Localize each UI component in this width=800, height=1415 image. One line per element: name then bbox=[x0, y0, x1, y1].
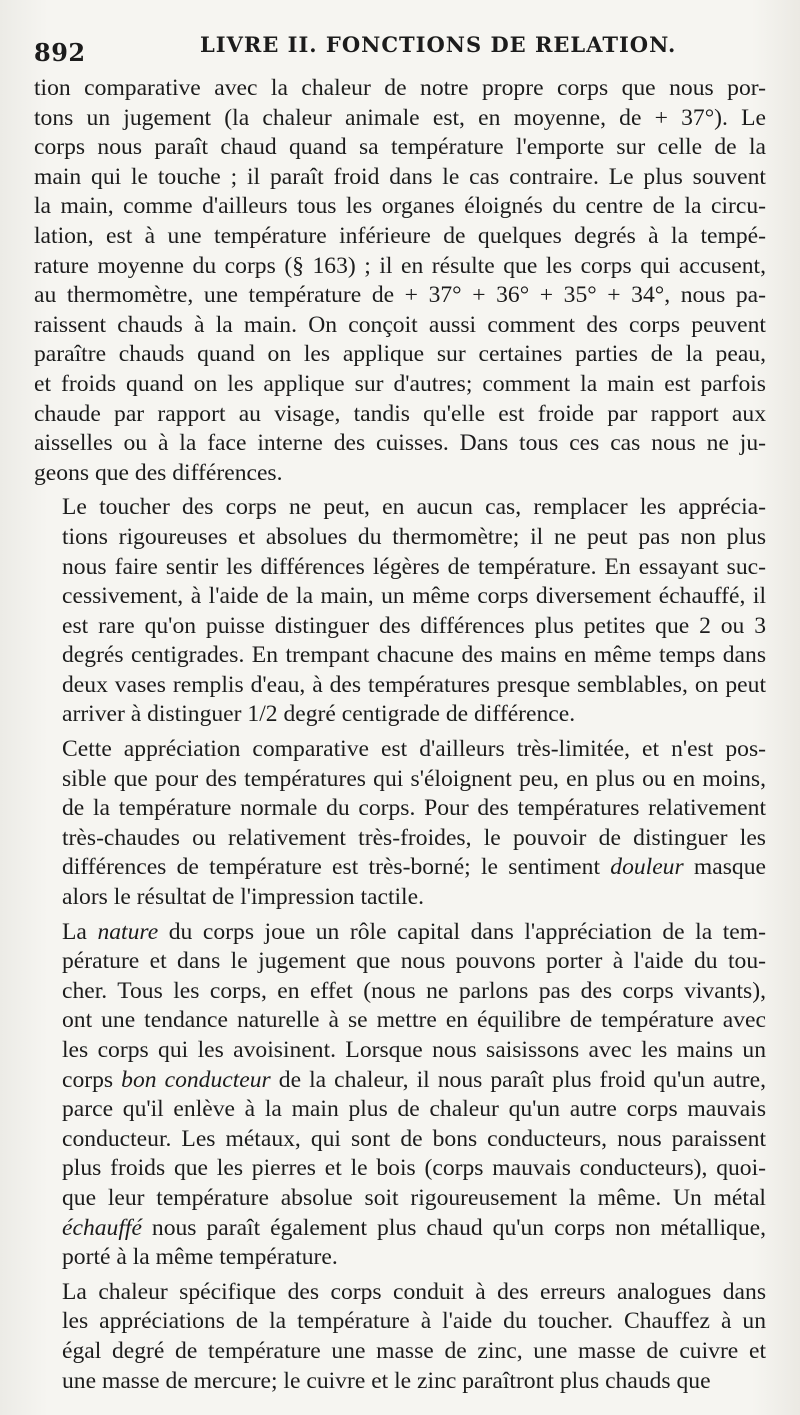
text-line: La chaleur spécifique des corps conduit à des erreurs analogues dans bbox=[62, 1278, 766, 1305]
text-line: différences de température est très-borné; le sentiment douleur masque bbox=[62, 854, 766, 881]
text-line: degrés centigrades. En trempant chacune des mains en même temps dans bbox=[62, 642, 766, 669]
text-line: cher. Tous les corps, en effet (nous ne parlons pas des corps vivants), bbox=[62, 977, 766, 1004]
text-line: que leur température absolue soit rigoureusement la même. Un métal bbox=[62, 1184, 766, 1211]
page-header bbox=[34, 30, 766, 67]
text-line: de la température normale du corps. Pour des températures relativement bbox=[62, 795, 766, 822]
text-line: très-chaudes ou relativement très-froides, le pouvoir de distinguer les bbox=[62, 824, 766, 851]
text-line: raissent chauds à la main. On conçoit aussi comment des corps peuvent bbox=[34, 311, 766, 338]
text-line: tion comparative avec la chaleur de notre propre corps que nous por- bbox=[34, 75, 766, 101]
text-line: la main, comme d'ailleurs tous les organes éloignés du centre de la circu- bbox=[34, 193, 766, 220]
text-line: au thermomètre, une température de + 37° + 36° + 35° + 34°, nous pa- bbox=[34, 282, 766, 309]
paragraph bbox=[34, 918, 766, 1273]
text-line: sible que pour des températures qui s'éloignent peu, en plus ou en moins, bbox=[62, 765, 766, 792]
text-line: corps nous paraît chaud quand sa température l'emporte sur celle de la bbox=[34, 134, 766, 161]
text-line: lation, est à une température inférieure de quelques degrés à la tempé- bbox=[34, 222, 766, 249]
text-line: rature moyenne du corps (§ 163) ; il en résulte que les corps qui accusent, bbox=[34, 252, 766, 279]
page-number: 892 bbox=[34, 38, 86, 67]
text-line: aisselles ou à la face interne des cuisses. Dans tous ces cas nous ne ju- bbox=[34, 430, 766, 457]
text-line: parce qu'il enlève à la main plus de chaleur qu'un autre corps mauvais bbox=[62, 1096, 766, 1123]
text-line: pérature et dans le jugement que nous pouvons porter à l'aide du tou- bbox=[62, 948, 766, 975]
text-line: main qui le touche ; il paraît froid dans le cas contraire. Le plus souvent bbox=[34, 163, 766, 190]
text-line: cessivement, à l'aide de la main, un même corps diversement échauffé, il bbox=[62, 583, 766, 610]
text-line: échauffé nous paraît également plus chaud qu'un corps non métallique, bbox=[62, 1214, 766, 1241]
text-line: porté à la même température. bbox=[62, 1244, 338, 1271]
text-line: et froids quand on les applique sur d'autres; comment la main est parfois bbox=[34, 370, 766, 397]
body-text bbox=[34, 74, 766, 1396]
text-line: Cette appréciation comparative est d'ailleurs très-limitée, et n'est pos- bbox=[62, 736, 766, 763]
text-line: Le toucher des corps ne peut, en aucun cas, remplacer les apprécia- bbox=[62, 494, 766, 521]
text-line: corps bon conducteur de la chaleur, il nous paraît plus froid qu'un autre, bbox=[62, 1066, 766, 1093]
text-line: La nature du corps joue un rôle capital dans l'appréciation de la tem- bbox=[62, 918, 766, 945]
text-line: paraître chauds quand on les applique sur certaines parties de la peau, bbox=[34, 341, 766, 368]
text-line: alors le résultat de l'impression tactile. bbox=[62, 884, 424, 911]
text-line: tons un jugement (la chaleur animale est, en moyenne, de + 37°). Le bbox=[34, 104, 766, 131]
text-line: est rare qu'on puisse distinguer des différences plus petites que 2 ou 3 bbox=[62, 612, 766, 639]
text-line: les appréciations de la température à l'aide du toucher. Chauffez à un bbox=[62, 1308, 766, 1335]
text-line: ont une tendance naturelle à se mettre en équilibre de température avec bbox=[62, 1007, 766, 1034]
text-line: égal degré de température une masse de zinc, une masse de cuivre et bbox=[62, 1337, 766, 1364]
text-line: conducteur. Les métaux, qui sont de bons conducteurs, nous paraissent bbox=[62, 1125, 766, 1152]
text-line: geons que des différences. bbox=[34, 459, 283, 486]
paragraph bbox=[34, 493, 766, 730]
text-line: les corps qui les avoisinent. Lorsque nous saisissons avec les mains un bbox=[62, 1037, 766, 1063]
text-line: chaude par rapport au visage, tandis qu'elle est froide par rapport aux bbox=[34, 400, 766, 427]
text-line: nous faire sentir les différences légères de température. En essayant suc- bbox=[62, 553, 766, 580]
paragraph bbox=[34, 74, 766, 488]
paragraph bbox=[34, 735, 766, 913]
text-line: deux vases remplis d'eau, à des températures presque semblables, on peut bbox=[62, 671, 766, 698]
running-title: LIVRE II. FONCTIONS DE RELATION. bbox=[200, 32, 677, 57]
text-line: plus froids que les pierres et le bois (corps mauvais conducteurs), quoi- bbox=[62, 1155, 766, 1182]
text-line: une masse de mercure; le cuivre et le zinc paraîtront plus chauds que bbox=[62, 1367, 711, 1394]
text-line: tions rigoureuses et absolues du thermomètre; il ne peut pas non plus bbox=[62, 523, 766, 550]
text-line: arriver à distinguer 1/2 degré centigrade de différence. bbox=[62, 701, 576, 728]
paragraph bbox=[34, 1278, 766, 1396]
